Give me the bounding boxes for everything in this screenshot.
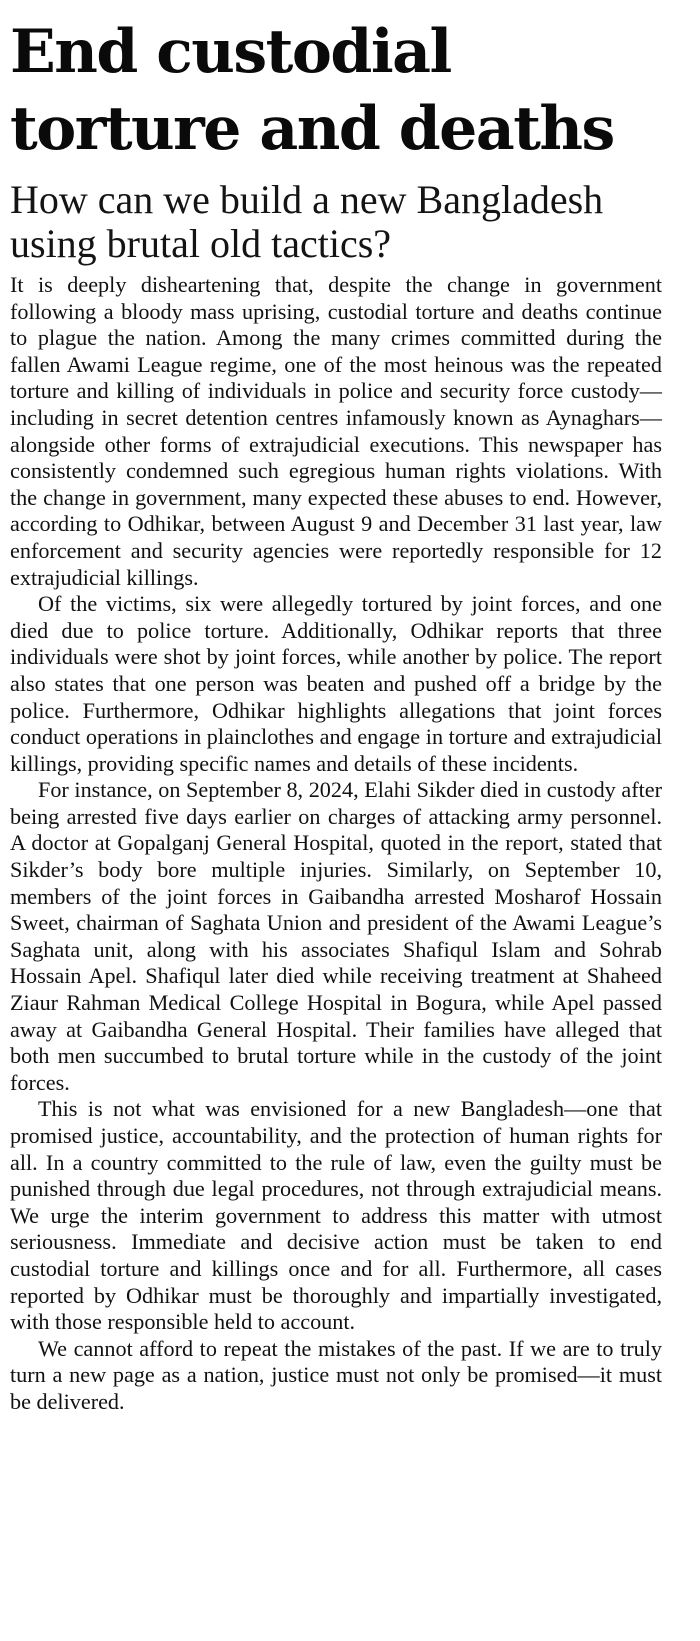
paragraph-3: For instance, on September 8, 2024, Elahi Sikder died in custody after being arrested five days earlier on charges of attacking army personnel. A doctor at Gopalganj General Hospital, quoted in the report, stated that Sikder’s body bore multiple injuries. Similarly, on September 10, members of the joint forces in Gaibandha arrested Mosharof Hossain Sweet, chairman of Saghata Union and president of the Awami League’s Saghata unit, along with his associates Shafiqul Islam and Sohrab Hossain Apel. Shafiqul later died while receiving treatment at Shaheed Ziaur Rahman Medical College Hospital in Bogura, while Apel passed away at Gaibandha General Hospital. Their families have alleged that both men succumbed to brutal torture while in the custody of the joint forces.: [10, 777, 662, 1095]
paragraph-1: It is deeply disheartening that, despite the change in government following a bloody mass uprising, custodial torture and deaths continue to plague the nation. Among the many crimes committed during the fallen Awami League regime, one of the most heinous was the repeated torture and killing of individuals in police and security force custody—including in secret detention centres infamously known as Aynaghars—alongside other forms of extrajudicial executions. This newspaper has consistently condemned such egregious human rights violations. With the change in government, many expected these abuses to end. However, according to Odhikar, between August 9 and December 31 last year, law enforcement and security agencies were reportedly responsible for 12 extrajudicial killings.: [10, 272, 662, 590]
subheadline: How can we build a new Bangladesh using brutal old tactics?: [10, 177, 604, 266]
paragraph-2: Of the victims, six were allegedly tortured by joint forces, and one died due to police torture. Additionally, Odhikar reports that three individuals were shot by joint forces, while another by police. The report also states that one person was beaten and pushed off a bridge by the police. Furthermore, Odhikar highlights allegations that joint forces conduct operations in plainclothes and engage in torture and extrajudicial killings, providing specific names and details of these incidents.: [10, 591, 662, 776]
paragraph-5: We cannot afford to repeat the mistakes of the past. If we are to truly turn a new page as a nation, justice must not only be promised—it must be delivered.: [10, 1335, 662, 1414]
paragraph-4: This is not what was envisioned for a new Bangladesh—one that promised justice, accountability, and the protection of human rights for all. In a country committed to the rule of law, even the guilty must be punished through due legal procedures, not through extrajudicial means. We urge the interim government to address this matter with utmost seriousness. Immediate and decisive action must be taken to end custodial torture and killings once and for all. Furthermore, all cases reported by Odhikar must be thoroughly and impartially investigated, with those responsible held to account.: [10, 1096, 662, 1335]
editorial-article: [10, 14, 662, 1416]
headline: End custodial torture and deaths: [10, 17, 614, 164]
article-body: [10, 272, 662, 1416]
